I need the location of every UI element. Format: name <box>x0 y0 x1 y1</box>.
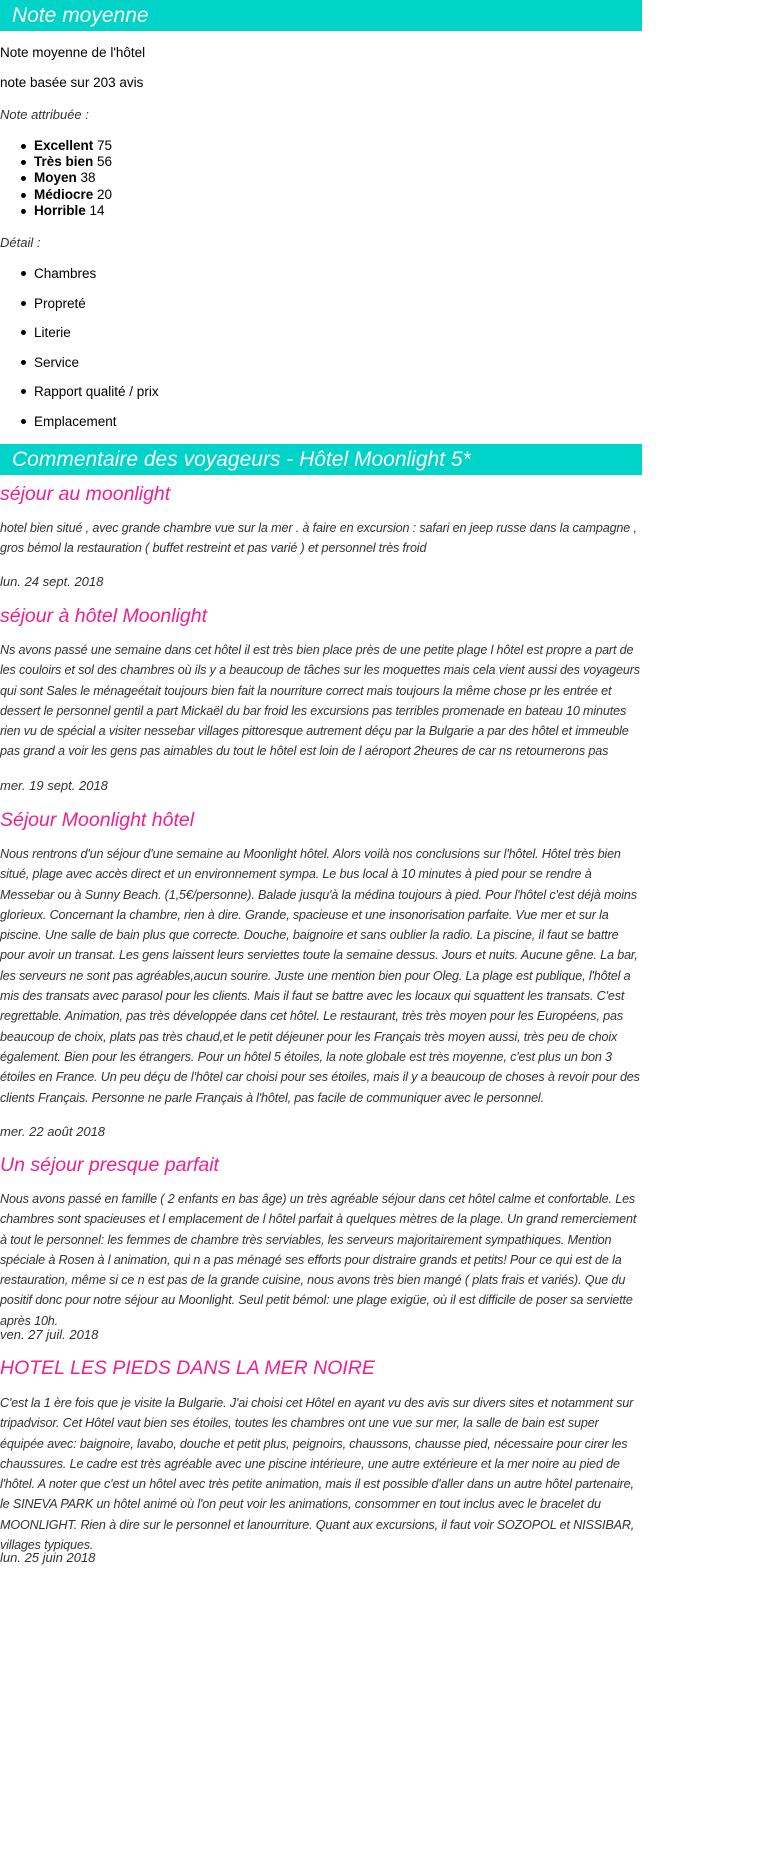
rating-count-item: Excellent 75 <box>0 138 112 154</box>
review-date: mer. 22 août 2018 <box>0 1124 106 1139</box>
review-date: lun. 24 sept. 2018 <box>0 574 104 589</box>
review-text: Nous avons passé en famille ( 2 enfants en bas âge) un très agréable séjour dans cet hôtel calme et confortable. Les chambres sont spacieuses et l emplacement de l hôtel parfait à quelques mètres de la plage. Un grand remerciement à tout le personnel: les femmes de chambre très serviables, les serveurs majoritairement sympathiques. Mention spéciale à Rosen à l animation, qui n a pas ménagé ses efforts pour distraire grands et petits! Pour ce qui est de la restauration, même si ce n est pas de la grande cuisine, nous avons très bien mangé ( plats frais et variés). Que du positif donc pour notre séjour au Moonlight. Seul petit bémol: une plage exigüe, où il est difficile de poser sa serviette après 10h. <box>0 1192 637 1328</box>
review-date: lun. 25 juin 2018 <box>0 1550 96 1565</box>
review-text: Nous rentrons d'un séjour d'une semaine au Moonlight hôtel. Alors voilà nos conclusions sur l'hôtel. Hôtel très bien situé, plage avec accès direct et un environnement sympa. Le bus local à 10 minutes à pied pour se rendre à Messebar ou à Sunny Beach. (1,5€/personne). Balade jusqu'à la médina toujours à pied. Pour l'hôtel c'est déjà moins glorieux. Concernant la chambre, rien à dire. Grande, spacieuse et une insonorisation parfaite. Vue mer et sur la piscine. Une salle de bain plus que correcte. Douche, baignoire et sans oublier la radio. La piscine, il faut se battre pour avoir un transat. Les gens laissent leurs serviettes toute la semaine dessus. Jours et nuits. Aucune gêne. La bar, les serveurs ne sont pas agréables,aucun sourire. Juste une mention bien pour Oleg. La plage est publique, l'hôtel a mis des transats avec parasol pour les clients. Mais il faut se battre avec les locaux qui squattent les transats. C'est regrettable. Animation, pas très développée dans cet hôtel. Le restaurant, très très moyen pour les Européens, pas beaucoup de choix, plats pas très chaud,et le petit déjeuner pour les Français très moyen aussi, très peu de choix également. Bien pour les étrangers. Pour un hôtel 5 étoiles, la note globale est très moyenne, c'est plus un bon 3 étoiles en France. Un peu déçu de l'hôtel car choisi pour ses étoiles, mais il y a beaucoup de choses à revoir pour des clients Français. Personne ne parle Français à l'hôtel, pas facile de communiquer avec le personnel. <box>0 847 640 1105</box>
given-rating-label: Note attribuée : <box>0 107 89 122</box>
detail-list <box>0 265 159 443</box>
review-title: Un séjour presque parfait <box>0 1154 219 1176</box>
review-text: C'est la 1 ère fois que je visite la Bulgarie. J'ai choisi cet Hôtel en ayant vu des avis sur divers sites et notamment sur tripadvisor. Cet Hôtel vaut bien ses étoiles, toutes les chambres ont une vue sur mer, la salle de bain est super équipée avec: baignoire, lavabo, douche et petit plus, peignoirs, chaussons, chausse pied, nécessaire pour cirer les chaussures. Le cadre est très agréable avec une piscine intérieure, une autre extérieure et la mer noire au pied de l'hôtel. A noter que c'est un hôtel avec très petite animation, mais il est possible d'aller dans un autre hôtel partenaire, le SINEVA PARK un hôtel animé où l'on peut voir les animations, consommer en tout inclus avec le bracelet du MOONLIGHT. Rien à dire sur le personnel et lanourriture. Quant aux excursions, il faut voir SOZOPOL et NISSIBAR, villages typiques. <box>0 1396 635 1553</box>
detail-item-rapport-qualite-prix: Rapport qualité / prix <box>0 383 159 413</box>
detail-item-literie: Literie <box>0 324 159 354</box>
detail-item-proprete: Propreté <box>0 295 159 325</box>
rating-count-item: Très bien 56 <box>0 154 112 170</box>
review-title: Séjour Moonlight hôtel <box>0 809 195 831</box>
review-text: Ns avons passé une semaine dans cet hôtel il est très bien place près de une petite plage l hôtel est propre a part de les couloirs et sol des chambres où ils y a beaucoup de tâches sur les moquettes mais cela vient aussi des voyageurs qui sont Sales le ménageétait toujours bien fait la nourriture correct mais toujours la même chose pr les entrée et dessert le personnel gentil a part Mickaël du bar froid les excursions pas terribles promenade en bateau 10 minutes rien vu de spécial a visiter nessebar villages pittoresque autrement déçu par la Bulgarie a par des hôtel et immeuble pas grand a voir les gens pas aimables du tout le hôtel est loin de l aéroport 2heures de car ns retournerons pas <box>0 643 640 759</box>
rating-basis: note basée sur 203 avis <box>0 75 144 90</box>
average-rating-label: Note moyenne de l'hôtel <box>0 45 146 60</box>
review-date: mer. 19 sept. 2018 <box>0 778 108 793</box>
review-title: séjour à hôtel Moonlight <box>0 605 208 627</box>
detail-item-chambres: Chambres <box>0 265 159 295</box>
rating-heading: Note moyenne <box>0 0 642 31</box>
rating-count-item: Horrible 14 <box>0 203 112 219</box>
detail-label: Détail : <box>0 235 41 250</box>
detail-item-emplacement: Emplacement <box>0 413 159 443</box>
reviews-heading: Commentaire des voyageurs - Hôtel Moonlight 5* <box>0 444 642 475</box>
review-title: HOTEL LES PIEDS DANS LA MER NOIRE <box>0 1357 375 1379</box>
rating-counts-list <box>0 138 112 219</box>
rating-count-item: Médiocre 20 <box>0 187 112 203</box>
review-date: ven. 27 juil. 2018 <box>0 1327 99 1342</box>
review-text: hotel bien situé , avec grande chambre vue sur la mer . à faire en excursion : safari en jeep russe dans la campagne , gros bémol la restauration ( buffet restreint et pas varié ) et personnel très froid <box>0 521 637 556</box>
rating-count-item: Moyen 38 <box>0 170 112 186</box>
detail-item-service: Service <box>0 354 159 384</box>
review-title: séjour au moonlight <box>0 483 171 505</box>
